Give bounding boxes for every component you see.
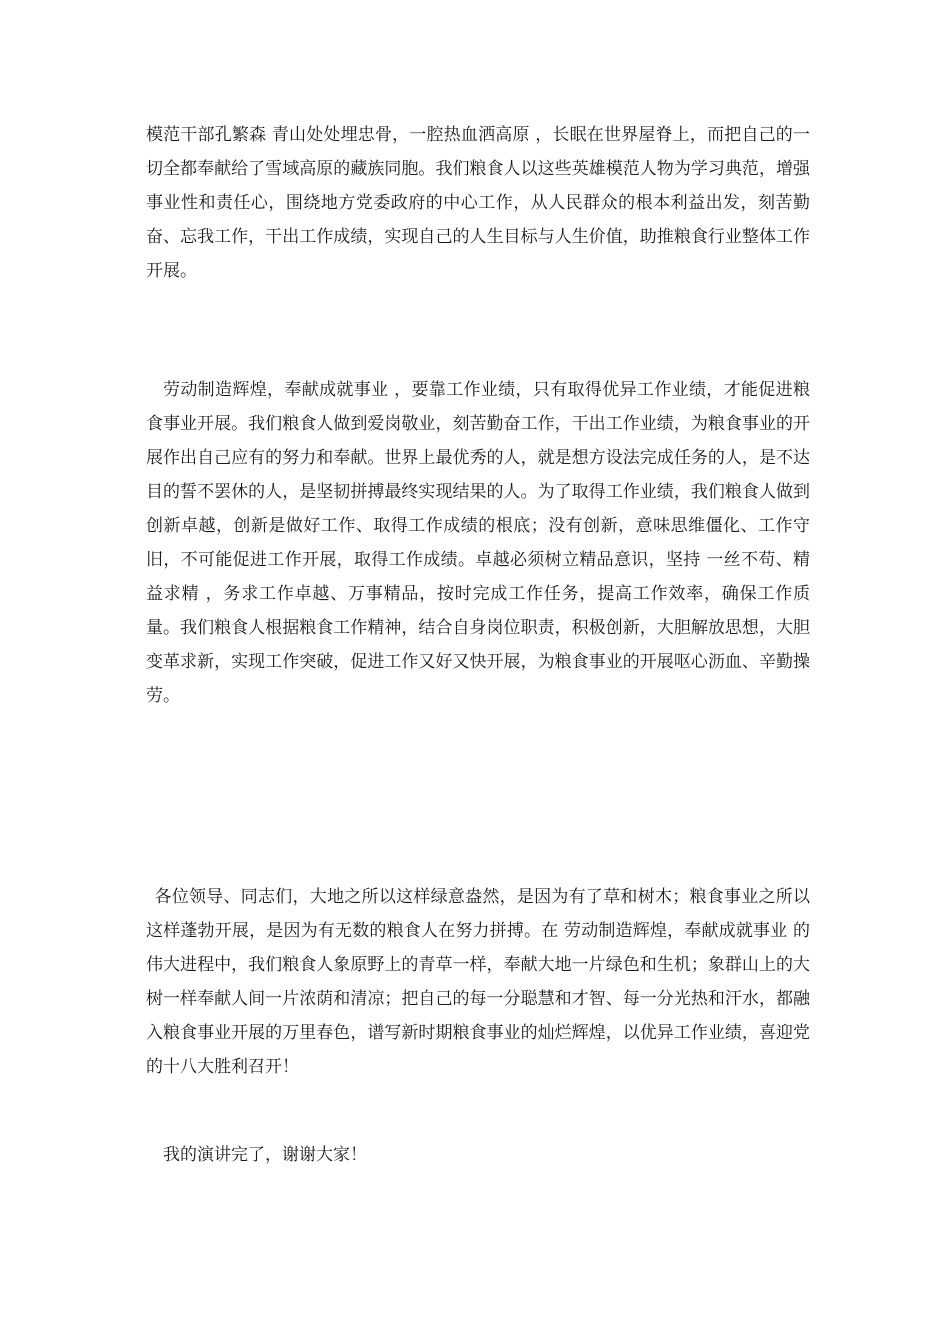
paragraph-leaders-comrades: 各位领导、同志们，大地之所以这样绿意盎然，是因为有了草和树木；粮食事业之所以这样蓬勃开展，是因为有无数的粮食人在努力拼搏。在 劳动制造辉煌，奉献成就事业 的伟大进程中，我们粮食人象原野上的青草一样，奉献大地一片绿色和生机；象群山上的大树一样奉献人间一片浓荫和清凉；把自己的每一分聪慧和才智、每一分光热和汗水，都融入粮食事业开展的万里春色，谱写新时期粮食事业的灿烂辉煌，以优异工作业绩，喜迎党的十八大胜利召开！ [146,887,810,1077]
paragraph-kong-fansen: 模范干部孔繁森 青山处处埋忠骨，一腔热血洒高原 ，长眠在世界屋脊上，而把自己的一切全都奉献给了雪域高原的藏族同胞。我们粮食人以这些英雄模范人物为学习典范，增强事业性和责任心，围绕地方党委政府的中心工作，从人民群众的根本利益出发，刻苦勤奋、忘我工作，干出工作成绩，实现自己的人生目标与人生价值，助推粮食行业整体工作开展。 [146,125,810,281]
paragraph-closing: 我的演讲完了，谢谢大家！ [163,1145,367,1165]
paragraph-labor-creates-glory: 劳动制造辉煌，奉献成就事业 ，要靠工作业绩，只有取得优异工作业绩，才能促进粮食事业开展。我们粮食人做到爱岗敬业，刻苦勤奋工作，干出工作业绩，为粮食事业的开展作出自己应有的努力和奉献。世界上最优秀的人，就是想方设法完成任务的人，是不达目的誓不罢休的人，是坚韧拼搏最终实现结果的人。为了取得工作业绩，我们粮食人做到创新卓越，创新是做好工作、取得工作成绩的根底；没有创新，意味思维僵化、工作守旧，不可能促进工作开展，取得工作成绩。卓越必须树立精品意识，坚持 一丝不苟、精益求精 ，务求工作卓越、万事精品，按时完成工作任务，提高工作效率，确保工作质量。我们粮食人根据粮食工作精神，结合自身岗位职责，积极创新，大胆解放思想，大胆变革求新，实现工作突破，促进工作又好又快开展，为粮食事业的开展呕心沥血、辛勤操劳。 [146,380,810,706]
